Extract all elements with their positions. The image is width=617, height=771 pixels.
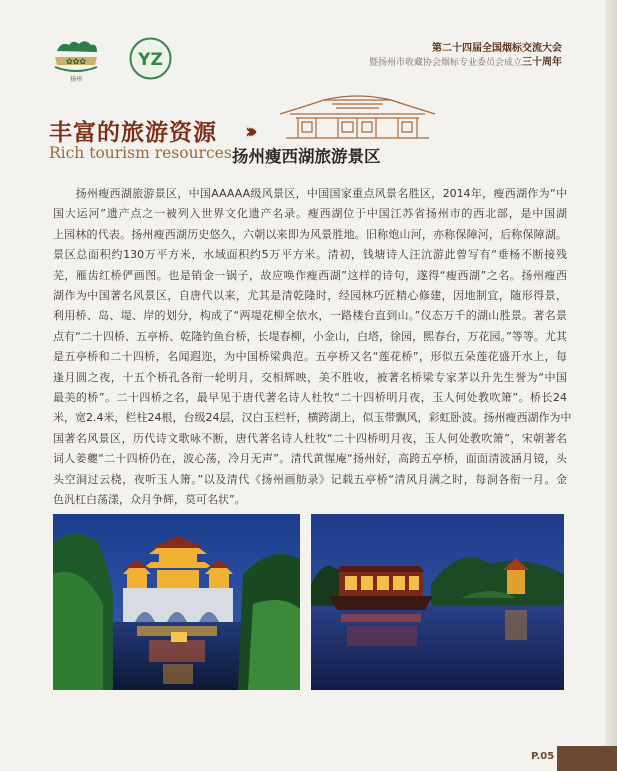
body-line: 最美的桥”。二十四桥之名，最早见于唐代著名诗人杜牧“二十四桥明月夜，玉人何处教吹箫”。桥长24	[53, 391, 567, 405]
section-title: 丰富的旅游资源	[49, 119, 217, 146]
page-edge-shade	[605, 0, 617, 771]
body-line: 是五亭桥和二十四桥，名闻遐迩，为中国桥梁典范。五亭桥又名“莲花桥”，形似五朵莲花盛开水上，每	[53, 350, 567, 364]
lantern-boat-photo	[311, 514, 564, 690]
yz-association-logo	[129, 37, 172, 80]
logo1-label: 扬州	[69, 76, 83, 83]
article-body	[53, 184, 572, 511]
body-line: 湖作为中国著名风景区，自唐代以来，尤其是清乾隆时，经园林巧匠精心修建，因地制宜，随形得景，	[53, 289, 567, 303]
section-title-english: Rich tourism resources	[49, 144, 232, 162]
event-subtitle-highlight: 三十周年	[522, 57, 562, 68]
body-line: 上园林的代表。扬州瘦西湖历史悠久，六朝以来即为风景胜地。旧称炮山河，亦称保障河，后称保障湖。	[53, 227, 567, 241]
body-line: 扬州瘦西湖旅游景区，中国AAAAA级风景区，中国国家重点风景名胜区，2014年，瘦西湖作为“中	[53, 187, 567, 200]
body-line: 米，宽2.4米，栏柱24根，台级24层，汉白玉栏杆，横跨湖上，似玉带飘风，彩虹卧波。扬州瘦西湖作为中	[53, 411, 572, 425]
body-line: 点有“二十四桥、五亭桥、乾隆钓鱼台桥，长堤春柳，小金山，白塔，徐园，熙春台，万花园。”等等。尤其	[53, 329, 567, 343]
pavilion-illustration	[276, 92, 439, 142]
body-line: 芜，雁齿红桥俨画图。也是销金一锅子，故应唤作瘦西湖”这样的诗句，遂得“瘦西湖”之名。扬州瘦西	[53, 268, 567, 282]
body-line: 头空洞过云桡，夜听玉人箫。”以及清代《扬州画舫录》记载五亭桥“清风月满之时，每洞各衔一月。金	[53, 472, 567, 486]
body-line: 词人姜夔“二十四桥仍在，波心荡，冷月无声”。清代黄惺庵“扬州好，高跨五亭桥，面面清波涵月镜，头	[53, 452, 567, 466]
event-title: 第二十四届全国烟标交流大会	[432, 43, 562, 54]
chevron-right-icon: ›››	[245, 119, 252, 143]
yangzhou-logo	[51, 35, 101, 83]
body-line: 景区总面积约130万平方米，水域面积约5万平方米。清初，钱塘诗人汪沆游此曾写有“垂杨不断接残	[53, 248, 567, 262]
logo2-label: YZ	[138, 50, 163, 70]
page-number: P.05	[531, 751, 555, 762]
svg-text:✿✿✿: ✿✿✿	[65, 57, 87, 66]
body-line: 国著名风景区，历代诗文歌咏不断，唐代著名诗人杜牧“二十四桥明月夜，玉人何处教吹箫”，宋朝著名	[53, 431, 567, 445]
body-line: 逢月圆之夜，十五个桥孔各衔一轮明月，交相辉映，美不胜收，被著名桥梁专家茅以升先生誉为“中国	[53, 370, 567, 384]
body-line: 利用桥、岛、堤、岸的划分，构成了“两堤花柳全依水，一路楼台直到山。”仪态万千的湖山胜景。著名景	[53, 309, 567, 323]
event-subtitle-text: 暨扬州市收藏协会烟标专业委员会成立	[368, 58, 522, 68]
event-subtitle	[369, 53, 562, 68]
page-number-bar	[557, 746, 617, 771]
body-line: 国大运河”遗产点之一被列入世界文化遗产名录。瘦西湖位于中国江苏省扬州市的西北部，是中国湖	[53, 207, 567, 221]
section-subtitle: 扬州瘦西湖旅游景区	[232, 147, 381, 166]
five-pavilion-bridge-photo	[53, 514, 300, 690]
body-line: 色汎杠白荡漾，众月争辉，莫可名状”。	[53, 493, 246, 507]
